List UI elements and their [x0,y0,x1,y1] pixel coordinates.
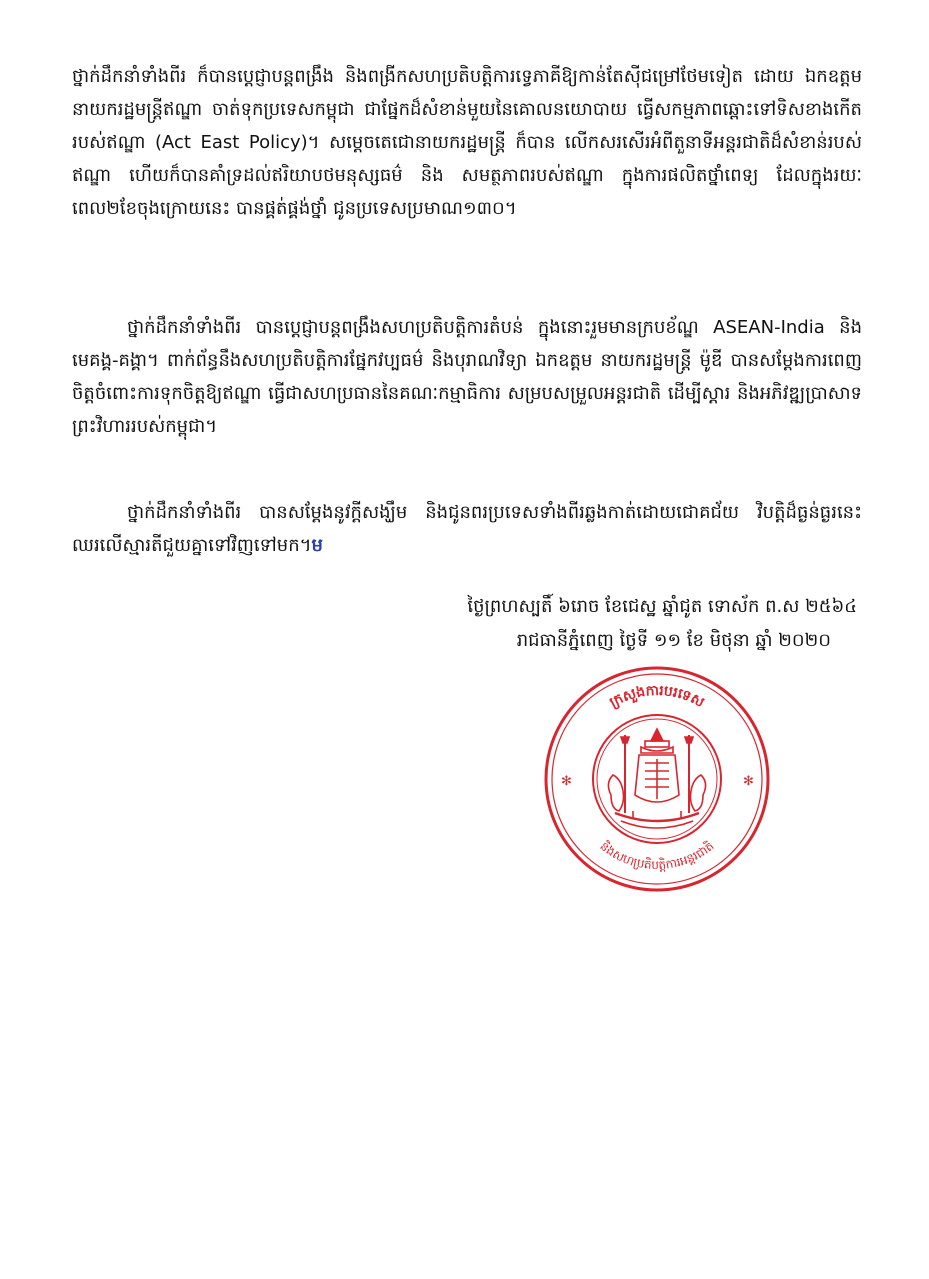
paragraph-2: ថ្នាក់ដឹកនាំទាំងពីរ បានប្ដេជ្ញាបន្តពង្រឹងសហប្រតិបត្តិការតំបន់ ក្នុងនោះរួមមានក្របខ័ណ្ឌ ASEAN-India និងមេគង្គ-គង្គា។ ពាក់ព័ន្ធនឹងសហប្រតិបត្តិការផ្នែកវប្បធម៌ និងបុរាណវិទ្យា ឯកឧត្តម នាយករដ្ឋមន្ត្រី ម៉ូឌី បានសម្ដែងការពេញចិត្តចំពោះការទុកចិត្តឱ្យឥណ្ឌា ធ្វើជាសហប្រធាននៃគណៈកម្មាធិការ សម្របសម្រួលអន្តរជាតិ ដើម្បីស្ដារ និងអភិវឌ្ឍប្រាសាទព្រះវិហាររបស់កម្ពុជា។ [72,317,862,437]
coat-of-arms-icon [608,729,705,828]
seal-graphic [541,663,774,896]
official-seal [541,663,774,896]
paragraph-1: ថ្នាក់ដឹកនាំទាំងពីរ ក៏បានប្ដេជ្ញាបន្តពង្រឹង និងពង្រីកសហប្រតិបត្តិការទ្វេភាគីឱ្យកាន់តែស៊ីជម្រៅថែមទៀត ដោយ ឯកឧត្តម នាយករដ្ឋមន្ត្រីឥណ្ឌា ចាត់ទុកប្រទេសកម្ពុជា ជាផ្នែកដ៏សំខាន់មួយនៃគោលនយោបាយ ធ្វើសកម្មភាពឆ្ពោះទៅទិសខាងកើតរបស់ឥណ្ឌា (Act East Policy)។ សម្ដេចតេជោនាយករដ្ឋមន្ត្រី ក៏បាន លើកសរសើរអំពីតួនាទីអន្តរជាតិដ៏សំខាន់របស់ឥណ្ឌា ហើយក៏បានគាំទ្រដល់ឥរិយាបថមនុស្សធម៌ និង សមត្ថភាពរបស់ឥណ្ឌា ក្នុងការផលិតថ្នាំពេទ្យ ដែលក្នុងរយៈពេល២ខែចុងក្រោយនេះ បានផ្គត់ផ្គង់ថ្នាំ ជូនប្រទេសប្រមាណ១៣០។ [72,66,862,219]
date-lunar: ថ្ងៃព្រហស្បតិ៍ ៦រោច ខែជេស្ឋ ឆ្នាំជូត ទោស័ក ព.ស ២៥៦៤ [467,596,857,617]
paragraph-3-text: ថ្នាក់ដឹកនាំទាំងពីរ បានសម្ដែងនូវក្ដីសង្ឃឹម និងជូនពរប្រទេសទាំងពីរឆ្លងកាត់ដោយជោគជ័យ វិបត្តិដ៏ធ្ងន់ធ្ងរនេះ ឈរលើស្មារតីជួយគ្នាទៅវិញទៅមក។ [72,502,862,556]
svg-text:✻: ✻ [743,774,754,789]
date-solar: រាជធានីភ្នំពេញ ថ្ងៃទី ១១ ខែ មិថុនា ឆ្នាំ ២០២០ [516,630,831,651]
seal-top-text: ក្រសួងការបរទេស [607,682,707,711]
seal-bottom-text: និងសហប្រតិបត្តិការអន្តរជាតិ [597,838,717,873]
end-mark: ម [311,535,323,556]
svg-text:✻: ✻ [561,774,572,789]
paragraph-3 [72,496,862,562]
